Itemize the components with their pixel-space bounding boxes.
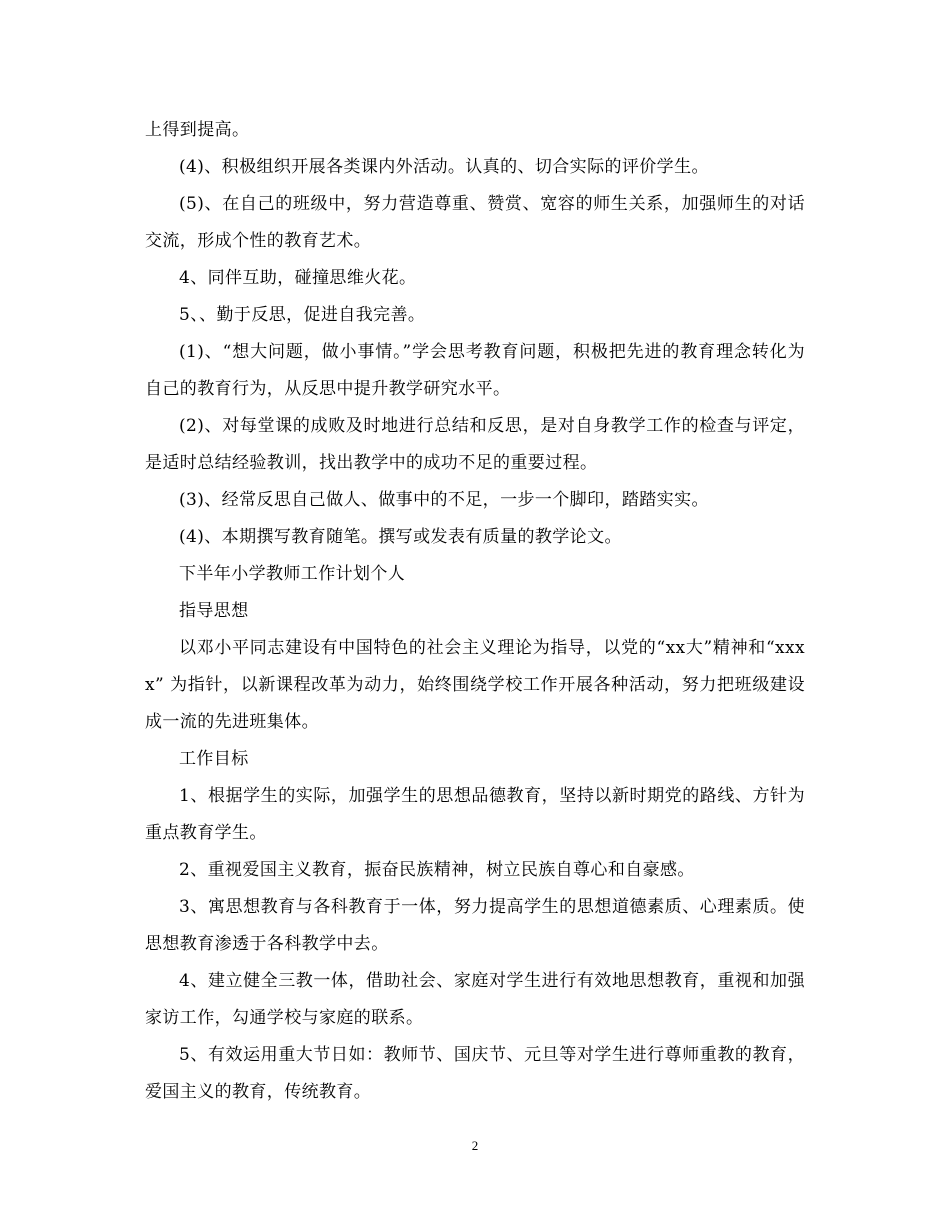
paragraph: 2、重视爱国主义教育，振奋民族精神，树立民族自尊心和自豪感。 bbox=[179, 860, 695, 880]
section-heading: 下半年小学教师工作计划个人 bbox=[179, 564, 406, 584]
paragraph: 以邓小平同志建设有中国特色的社会主义理论为指导，以党的“xx大”精神和“xxxx” 为指针，以新课程改革为动力，始终围绕学校工作开展各种活动，努力把班级建设成一流的先进班集体。 bbox=[145, 638, 805, 732]
paragraph: 4、同伴互助，碰撞思维火花。 bbox=[179, 268, 417, 288]
page-number: 2 bbox=[471, 1138, 479, 1153]
paragraph: (4)、本期撰写教育随笔。撰写或发表有质量的教学论文。 bbox=[179, 527, 622, 547]
paragraph: (1)、“想大问题，做小事情。”学会思考教育问题，积极把先进的教育理念转化为自己的教育行为，从反思中提升教学研究水平。 bbox=[145, 342, 805, 399]
paragraph: 3、寓思想教育与各科教育于一体，努力提高学生的思想道德素质、心理素质。使思想教育渗透于各科教学中去。 bbox=[145, 897, 805, 954]
paragraph: 1、根据学生的实际，加强学生的思想品德教育，坚持以新时期党的路线、方针为重点教育学生。 bbox=[145, 786, 805, 843]
document-body bbox=[145, 112, 805, 1111]
paragraph: (3)、经常反思自己做人、做事中的不足，一步一个脚印，踏踏实实。 bbox=[179, 490, 709, 510]
paragraph: 上得到提高。 bbox=[145, 120, 250, 140]
paragraph: 5、、勤于反思，促进自我完善。 bbox=[179, 305, 426, 325]
paragraph: (5)、在自己的班级中，努力营造尊重、赞赏、宽容的师生关系，加强师生的对话交流，形成个性的教育艺术。 bbox=[145, 194, 805, 251]
paragraph: (2)、对每堂课的成败及时地进行总结和反思，是对自身教学工作的检查与评定，是适时总结经验教训，找出教学中的成功不足的重要过程。 bbox=[145, 416, 805, 473]
paragraph: 5、有效运用重大节日如：教师节、国庆节、元旦等对学生进行尊师重教的教育，爱国主义的教育，传统教育。 bbox=[145, 1045, 805, 1102]
paragraph: (4)、积极组织开展各类课内外活动。认真的、切合实际的评价学生。 bbox=[179, 157, 709, 177]
section-heading: 工作目标 bbox=[179, 749, 249, 769]
paragraph: 4、建立健全三教一体，借助社会、家庭对学生进行有效地思想教育，重视和加强家访工作，勾通学校与家庭的联系。 bbox=[145, 971, 805, 1028]
section-heading: 指导思想 bbox=[179, 601, 249, 621]
